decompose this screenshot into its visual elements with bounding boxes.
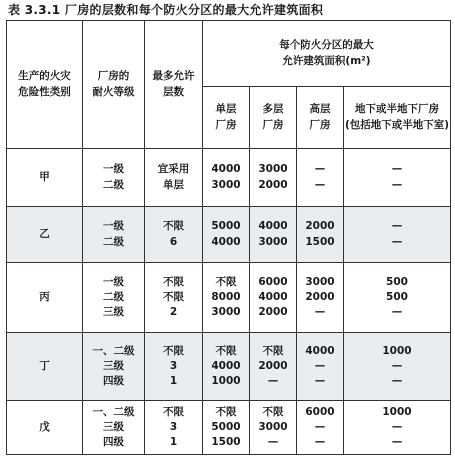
under-cell: — — xyxy=(344,207,451,263)
header-multi-storey: 多层 厂房 xyxy=(250,87,297,149)
hazard-cell: 丁 xyxy=(7,333,83,401)
header-hazard-class: 生产的火灾 危险性类别 xyxy=(7,21,83,149)
hazard-cell: 丙 xyxy=(7,263,83,333)
high-cell: 2000 1500 xyxy=(297,207,344,263)
multi-cell: 3000 2000 xyxy=(250,149,297,207)
high-cell: — — xyxy=(297,149,344,207)
rating-cell: 一级 二级 xyxy=(83,207,145,263)
header-single-storey: 单层 厂房 xyxy=(203,87,250,149)
multi-cell: 不限 2000 — xyxy=(250,333,297,401)
header-max-floors: 最多允许 层数 xyxy=(145,21,203,149)
table-row xyxy=(7,149,451,207)
hazard-cell: 乙 xyxy=(7,207,83,263)
table-row xyxy=(7,333,451,401)
single-cell: 不限 8000 3000 xyxy=(203,263,250,333)
table-caption: 表 3.3.1 厂房的层数和每个防火分区的最大允许建筑面积 xyxy=(8,3,324,17)
high-cell: 6000 — — xyxy=(297,401,344,455)
under-cell: — — xyxy=(344,149,451,207)
hazard-cell: 甲 xyxy=(7,149,83,207)
rating-cell: 一级 二级 xyxy=(83,149,145,207)
table-row xyxy=(7,263,451,333)
single-cell: 4000 3000 xyxy=(203,149,250,207)
header-fire-rating: 厂房的 耐火等级 xyxy=(83,21,145,149)
floors-cell: 宜采用 单层 xyxy=(145,149,203,207)
rating-cell: 一级 二级 三级 xyxy=(83,263,145,333)
table-row xyxy=(7,401,451,455)
hazard-cell: 戊 xyxy=(7,401,83,455)
header-underground: 地下或半地下厂房 (包括地下或半地下室) xyxy=(344,87,451,149)
floors-cell: 不限 6 xyxy=(145,207,203,263)
floors-cell: 不限 不限 2 xyxy=(145,263,203,333)
rating-cell: 一、二级 三级 四级 xyxy=(83,401,145,455)
header-max-area: 每个防火分区的最大 允许建筑面积(m²) xyxy=(203,21,451,87)
high-cell: 3000 2000 — xyxy=(297,263,344,333)
floors-cell: 不限 3 1 xyxy=(145,401,203,455)
rating-cell: 一、二级 三级 四级 xyxy=(83,333,145,401)
single-cell: 不限 4000 1000 xyxy=(203,333,250,401)
multi-cell: 4000 3000 xyxy=(250,207,297,263)
single-cell: 不限 5000 1500 xyxy=(203,401,250,455)
floors-cell: 不限 3 1 xyxy=(145,333,203,401)
multi-cell: 不限 3000 — xyxy=(250,401,297,455)
under-cell: 500 500 — xyxy=(344,263,451,333)
header-high-rise: 高层 厂房 xyxy=(297,87,344,149)
under-cell: 1000 — — xyxy=(344,401,451,455)
fire-compartment-table xyxy=(6,20,451,455)
under-cell: 1000 — — xyxy=(344,333,451,401)
multi-cell: 6000 4000 2000 xyxy=(250,263,297,333)
high-cell: 4000 — — xyxy=(297,333,344,401)
single-cell: 5000 4000 xyxy=(203,207,250,263)
table-row xyxy=(7,207,451,263)
